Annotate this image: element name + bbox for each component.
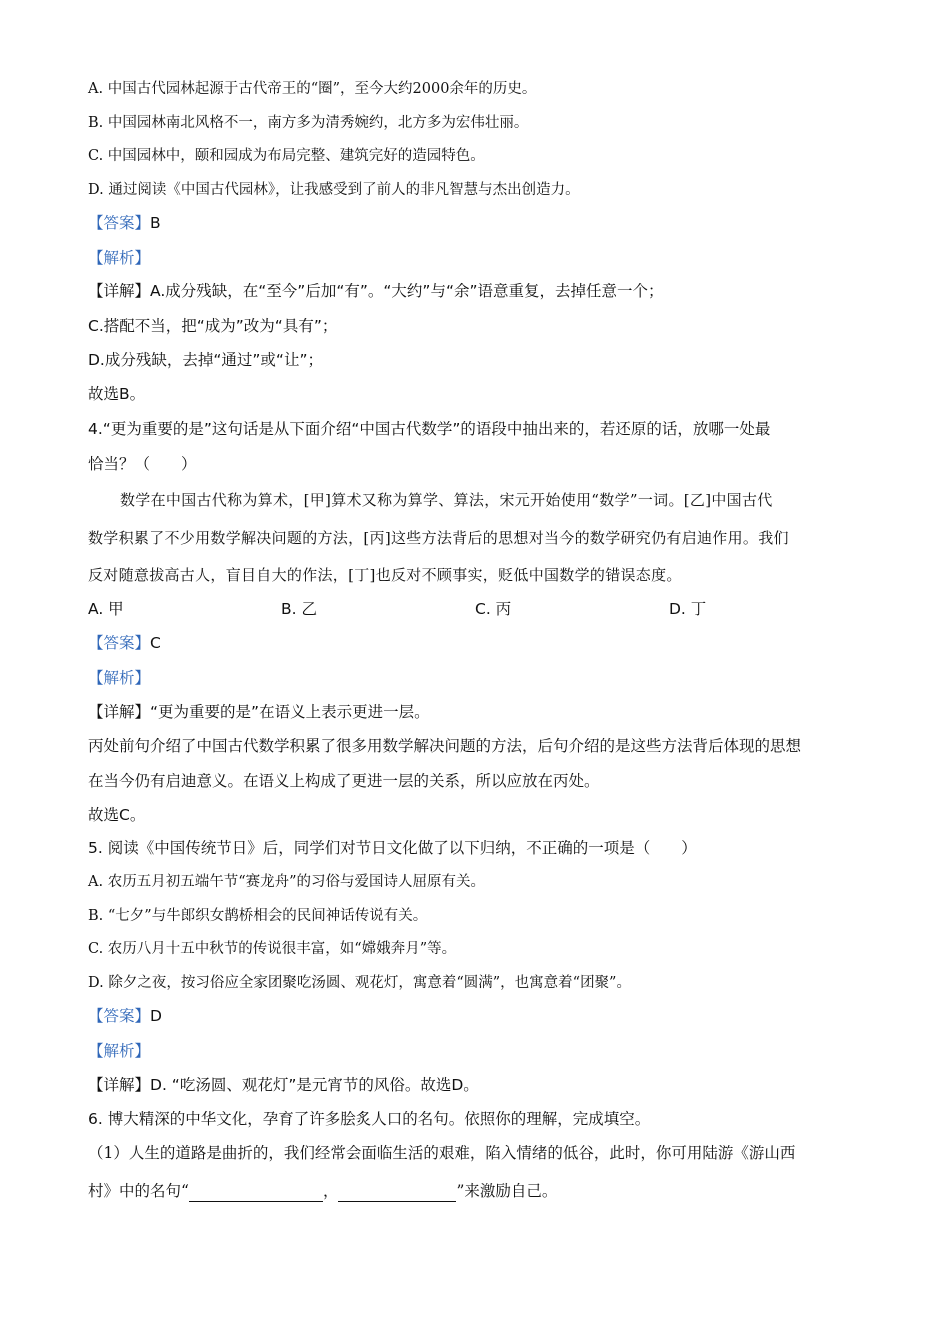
q4-choice-b: B. 乙 [281, 600, 317, 618]
q3-detail-line-3: D.成分残缺，去掉“通过”或“让”； [88, 351, 323, 369]
analysis-tag: 【解析】 [88, 1042, 151, 1060]
q4-detail-line-3: 在当今仍有启迪意义。在语义上构成了更进一层的关系，所以应放在丙处。 [88, 772, 600, 790]
q4-choice-d: D. 丁 [669, 600, 707, 618]
q5-option-b: B. “七夕”与牛郎织女鹊桥相会的民间神话传说有关。 [88, 908, 428, 924]
q4-detail-line-2: 丙处前句介绍了中国古代数学积累了很多用数学解决问题的方法，后句介绍的是这些方法背后体现的思想 [88, 737, 802, 755]
q5-option-c: C. 农历八月十五中秋节的传说很丰富，如“嫦娥奔月”等。 [88, 941, 457, 957]
q3-option-b: B. 中国园林南北风格不一，南方多为清秀婉约，北方多为宏伟壮丽。 [88, 115, 529, 131]
q3-answer-line [88, 212, 161, 234]
q6-sub1-line-2: 村》中的名句“ ， ”来激励自己。 [88, 1182, 558, 1200]
analysis-tag: 【解析】 [88, 669, 151, 687]
detail-tag: 【详解】 [88, 282, 151, 300]
q3-detail-line-1: 【详解】A.成分残缺，在“至今”后加“有”。“大约”与“余”语意重复，去掉任意一个； [88, 282, 664, 300]
q4-passage-line-3: 反对随意拔高古人，盲目自大的作法，[丁]也反对不顾事实，贬低中国数学的错误态度。 [88, 566, 682, 584]
q3-detail-line-2: C.搭配不当，把“成为”改为“具有”； [88, 317, 338, 335]
q4-answer-line [88, 632, 161, 654]
q4-choice-a: A. 甲 [88, 600, 124, 618]
q3-detail-line-4: 故选B。 [88, 385, 146, 403]
q4-choices [88, 597, 868, 619]
q5-answer: D [150, 1007, 162, 1025]
q6-stem: 6. 博大精深的中华文化，孕育了许多脍炙人口的名句。依照你的理解，完成填空。 [88, 1110, 651, 1128]
blank-input-2[interactable] [338, 1183, 456, 1202]
q4-passage-line-1: 数学在中国古代称为算术，[甲]算术又称为算学、算法，宋元开始使用“数学”一词。[乙]中国古代 [120, 491, 773, 509]
blank-input-1[interactable] [189, 1183, 323, 1202]
q3-answer: B [150, 214, 161, 232]
answer-tag: 【答案】 [88, 634, 151, 652]
q5-option-a: A. 农历五月初五端午节“赛龙舟”的习俗与爱国诗人屈原有关。 [88, 874, 486, 890]
q4-choice-c: C. 丙 [475, 600, 512, 618]
q4-analysis-line [88, 667, 150, 689]
q5-detail-line: 【详解】D. “吃汤圆、观花灯”是元宵节的风俗。故选D。 [88, 1076, 479, 1094]
q3-option-a: A. 中国古代园林起源于古代帝王的“圈”，至今大约2000余年的历史。 [88, 81, 537, 97]
analysis-tag: 【解析】 [88, 249, 151, 267]
q4-passage-line-2: 数学积累了不少用数学解决问题的方法，[丙]这些方法背后的思想对当今的数学研究仍有启迪作用。我们 [88, 529, 789, 547]
answer-tag: 【答案】 [88, 214, 151, 232]
detail-tag: 【详解】 [88, 703, 151, 721]
q4-answer: C [150, 634, 161, 652]
q3-analysis-line [88, 247, 150, 269]
q3-option-d: D. 通过阅读《中国古代园林》，让我感受到了前人的非凡智慧与杰出创造力。 [88, 182, 580, 198]
q5-stem: 5. 阅读《中国传统节日》后，同学们对节日文化做了以下归纳，不正确的一项是（ ） [88, 839, 697, 857]
q4-stem-line-1: 4.“更为重要的是”这句话是从下面介绍“中国古代数学”的语段中抽出来的，若还原的话，放哪一处最 [88, 420, 771, 438]
detail-tag: 【详解】 [88, 1076, 151, 1094]
q4-stem-line-2: 恰当？（ ） [88, 455, 197, 473]
q6-sub1-line-1: （1）人生的道路是曲折的，我们经常会面临生活的艰难，陷入情绪的低谷，此时，你可用陆游《游山西 [88, 1144, 796, 1162]
q5-option-d: D. 除夕之夜，按习俗应全家团聚吃汤圆、观花灯，寓意着“圆满”，也寓意着“团聚”。 [88, 975, 631, 991]
q3-option-c: C. 中国园林中，颐和园成为布局完整、建筑完好的造园特色。 [88, 148, 485, 164]
answer-tag: 【答案】 [88, 1007, 151, 1025]
q5-answer-line [88, 1005, 162, 1027]
q5-analysis-line [88, 1040, 150, 1062]
q4-detail-line-1: 【详解】“更为重要的是”在语义上表示更进一层。 [88, 703, 430, 721]
q4-detail-line-4: 故选C。 [88, 806, 146, 824]
